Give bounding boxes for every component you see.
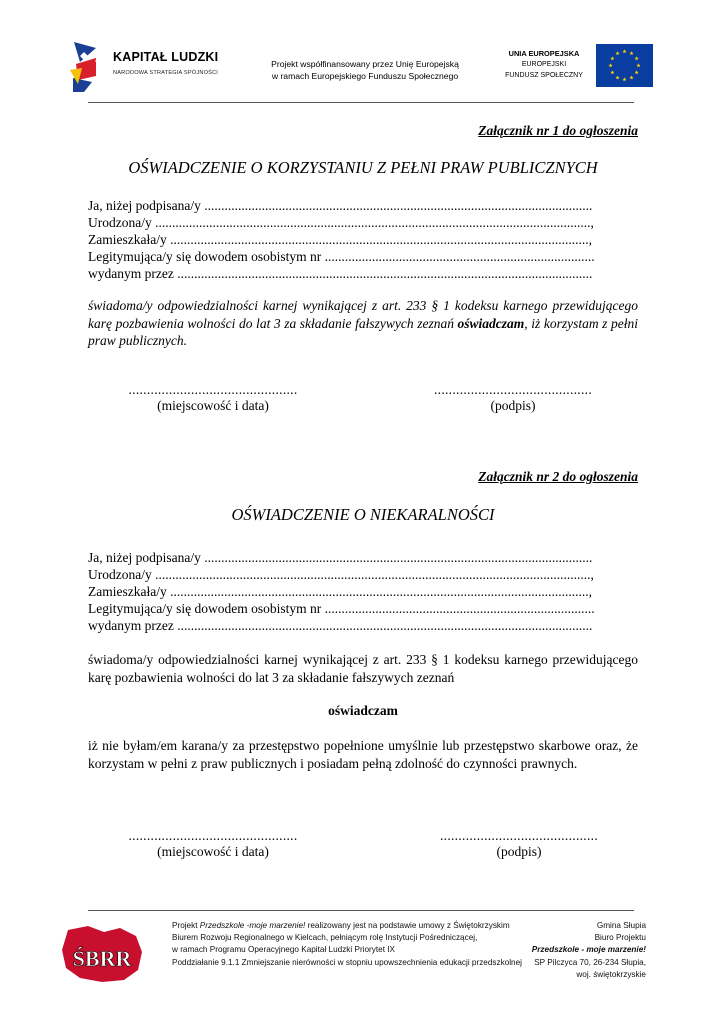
logo-title: KAPITAŁ LUDZKI xyxy=(113,50,219,64)
signature-block-sign-1 xyxy=(418,382,608,414)
field-name: Ja, niżej podpisana/y ................................................................................................................... xyxy=(88,198,593,213)
field-birth: Urodzona/y ................................................................................................................................., xyxy=(88,215,594,230)
header-cofinancing-text xyxy=(250,58,480,82)
logo-subtitle: NARODOWA STRATEGIA SPÓJNOŚCI xyxy=(113,70,219,76)
statement-1-tail: , iż korzystam z pełni praw publicznych. xyxy=(88,315,638,348)
declaration-2-fields xyxy=(88,549,640,634)
footer-voivodeship: woj. świętokrzyskie xyxy=(576,969,646,979)
footer-project-info xyxy=(172,920,532,969)
signature-line: ........................................... xyxy=(439,828,599,843)
place-date-line: .............................................. xyxy=(128,382,298,397)
eu-text xyxy=(498,48,590,81)
footer-street: SP Pilczyca 70, 26-234 Słupia, xyxy=(534,957,646,967)
signature-label: (podpis) xyxy=(490,398,536,413)
footer-line-3: w ramach Programu Operacyjnego Kapitał Ludzki Priorytet IX xyxy=(172,945,395,955)
field-id-number: Legitymująca/y się dowodem osobistym nr ................................................................................ xyxy=(88,249,595,264)
signature-label: (podpis) xyxy=(496,844,542,859)
eu-line-1: UNIA EUROPEJSKA xyxy=(508,49,580,58)
declaration-1-fields xyxy=(88,197,640,282)
attachment-2-label: Załącznik nr 2 do ogłoszenia xyxy=(478,469,638,484)
footer-address xyxy=(520,920,646,981)
eu-line-2: EUROPEJSKI xyxy=(521,61,567,68)
statement-1-lead: świadoma/y odpowiedzialności karnej wynikającej z art. 233 § 1 kodeksu karnego przewidującego karę pozbawienia wolności do lat 3 za składanie fałszywych zeznań xyxy=(88,298,638,331)
declaration-2-title: OŚWIADCZENIE O NIEKARALNOŚCI xyxy=(231,505,495,524)
header-divider xyxy=(88,102,634,103)
place-date-label: (miejscowość i data) xyxy=(157,398,269,413)
header-line-1: Projekt współfinansowany przez Unię Europejską xyxy=(271,59,459,69)
header-line-2: w ramach Europejskiego Funduszu Społecznego xyxy=(271,71,459,81)
footer-divider xyxy=(88,910,634,911)
field-issued-by: wydanym przez ........................................................................................................................... xyxy=(88,266,593,281)
field-issued-by: wydanym przez ........................................................................................................................... xyxy=(88,618,593,633)
declaration-2-body: iż nie byłam/em karana/y za przestępstwo popełnione umyślnie lub przestępstwo skarbowe oraz, że korzystam w pełni z praw publicznych i posiadam pełną zdolność do czynności prawnych. xyxy=(88,738,638,771)
sbrr-logo xyxy=(58,924,146,984)
footer-project-name: Przedszkole -moje marzenie! xyxy=(199,921,306,930)
footer-line-2: Biurem Rozwoju Regionalnego w Kielcach, pełniącym rolę Instytucji Pośredniczącej, xyxy=(172,933,478,943)
sbrr-logo-text: ŚBRR xyxy=(72,946,132,971)
declaration-1-title: OŚWIADCZENIE O KORZYSTANIU Z PEŁNI PRAW PUBLICZNYCH xyxy=(128,158,598,177)
field-id-number: Legitymująca/y się dowodem osobistym nr ................................................................................ xyxy=(88,601,595,616)
footer-office: Biuro Projektu xyxy=(594,933,646,943)
declaration-1-statement xyxy=(88,297,638,350)
eu-line-3: FUNDUSZ SPOŁECZNY xyxy=(505,72,583,79)
signature-block-place-date-1 xyxy=(118,382,308,414)
field-address: Zamieszkała/y ............................................................................................................................, xyxy=(88,584,592,599)
field-name: Ja, niżej podpisana/y ................................................................................................................... xyxy=(88,550,593,565)
place-date-label: (miejscowość i data) xyxy=(157,844,269,859)
footer-project-title: Przedszkole - moje marzenie! xyxy=(531,945,646,955)
attachment-1-label: Załącznik nr 1 do ogłoszenia xyxy=(478,123,638,138)
footer-line1-post: realizowany jest na podstawie umowy z Świętokrzyskim xyxy=(305,921,510,930)
declaration-2-statement: świadoma/y odpowiedzialności karnej wynikającej z art. 233 § 1 kodeksu karnego przewidującego karę pozbawienia wolności do lat 3 za składanie fałszywych zeznań xyxy=(88,652,638,685)
signature-block-place-date-2 xyxy=(118,828,308,860)
signature-line: ........................................... xyxy=(433,382,593,397)
field-address: Zamieszkała/y ............................................................................................................................, xyxy=(88,232,592,247)
eu-flag-icon xyxy=(596,44,653,87)
statement-1-bold: oświadczam xyxy=(457,315,525,331)
declare-word: oświadczam xyxy=(328,703,398,718)
place-date-line: .............................................. xyxy=(128,828,298,843)
field-birth: Urodzona/y ................................................................................................................................., xyxy=(88,567,594,582)
kapital-ludzki-logo xyxy=(70,40,230,92)
footer-line-4: Poddziałanie 9.1.1 Zmniejszanie nierówności w stopniu upowszechnienia edukacji przedszkolnej xyxy=(172,957,522,967)
footer-line1-pre: Projekt xyxy=(172,921,200,930)
signature-block-sign-2 xyxy=(424,828,614,860)
footer-municipality: Gmina Słupia xyxy=(596,921,646,930)
